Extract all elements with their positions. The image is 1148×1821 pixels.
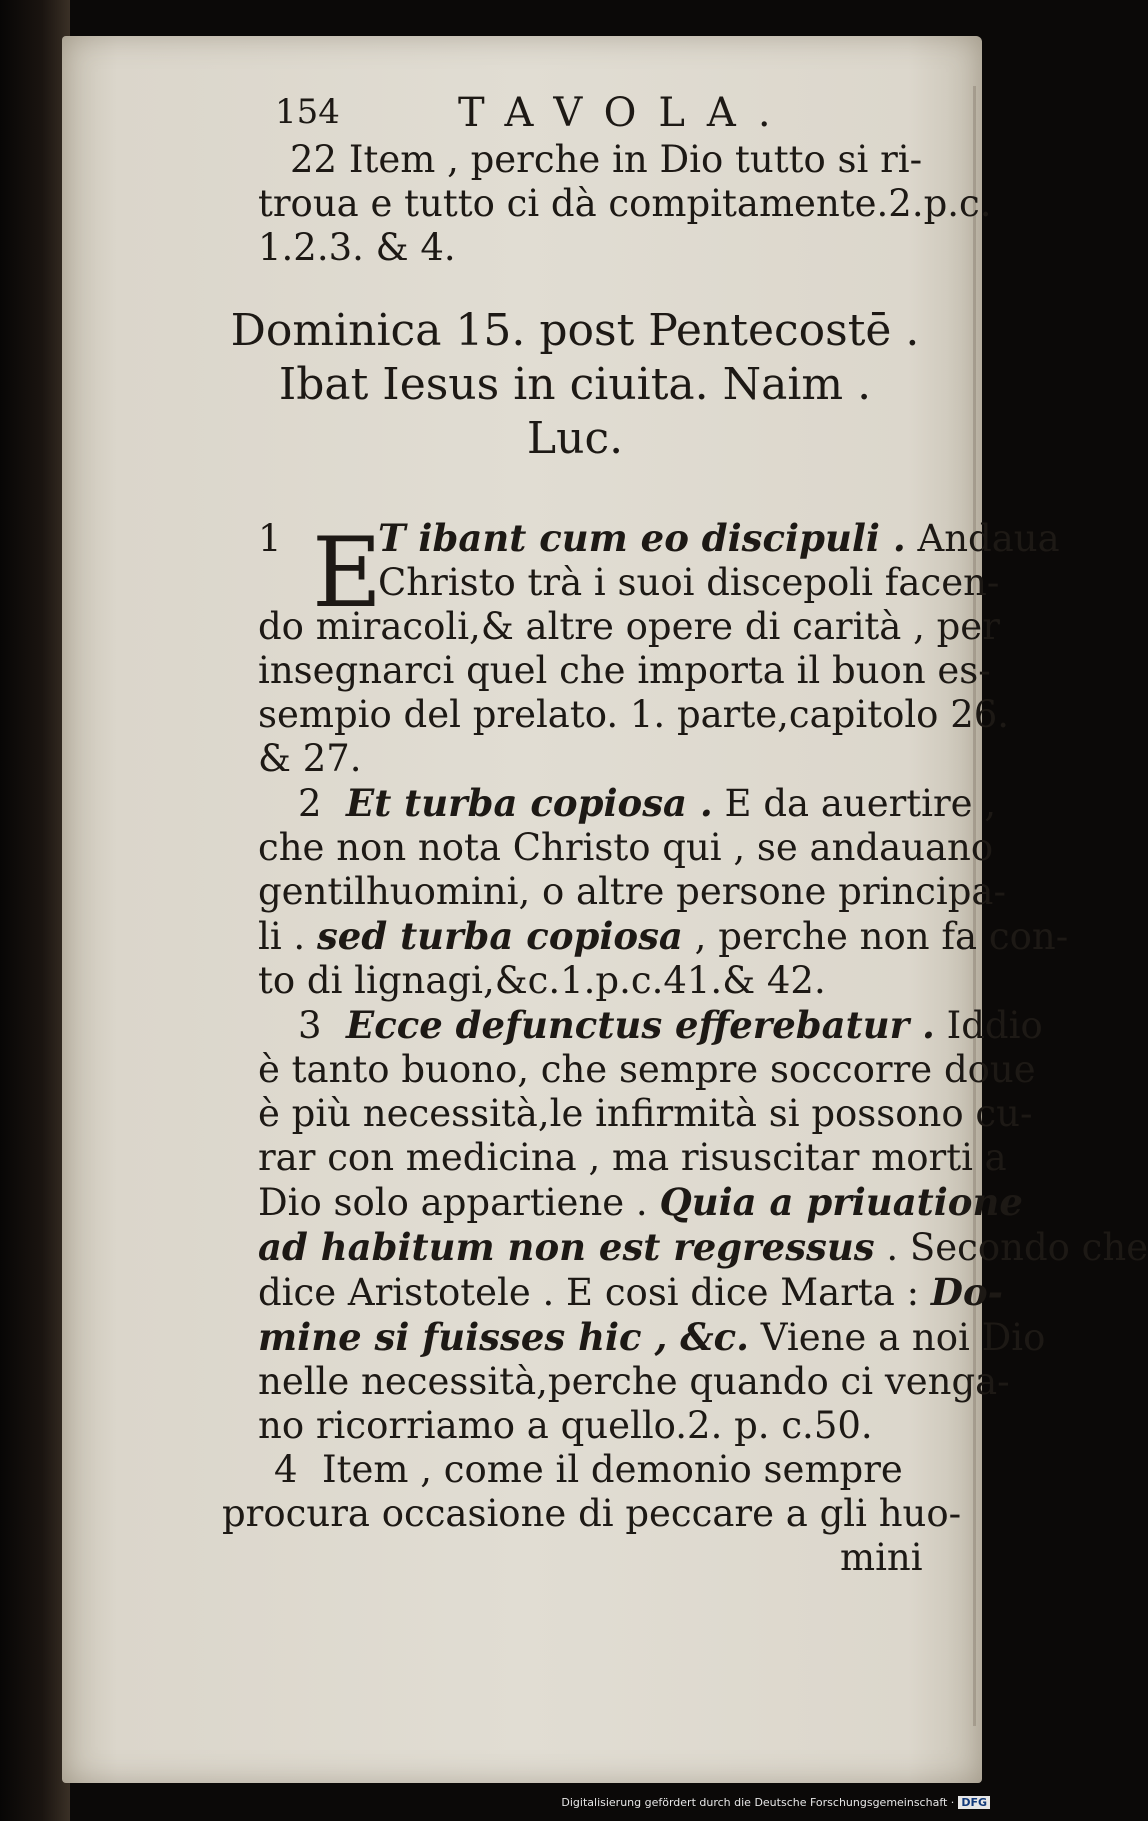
text-line: nelle necessità,perche quando ci venga- bbox=[258, 1360, 1010, 1403]
text-line: insegnarci quel che importa il buon es- bbox=[258, 649, 991, 692]
entry-text: Viene a noi Dio bbox=[749, 1316, 1046, 1359]
intro-paragraph bbox=[170, 138, 992, 270]
entry-text: Item , come il demonio sempre bbox=[322, 1448, 903, 1491]
entry-lemma: Et turba copiosa . bbox=[346, 781, 713, 825]
entry-quote: ad habitum non est regressus bbox=[258, 1225, 875, 1269]
entry-quote: Do- bbox=[930, 1270, 1003, 1314]
entry-lemma: T ibant cum eo discipuli . bbox=[378, 516, 906, 560]
text-line: do miracoli,& altre opere di carità , per bbox=[258, 605, 1000, 648]
page-header bbox=[170, 48, 940, 138]
text-line: troua e tutto ci dà compitamente.2.p.c. bbox=[258, 182, 992, 225]
text-line: Christo trà i suoi discepoli facen- bbox=[378, 561, 1000, 604]
entry-number: 1 bbox=[258, 517, 282, 560]
entry-text: E da auertire , bbox=[712, 782, 997, 825]
entry-2 bbox=[170, 781, 1069, 1003]
text-line: no ricorriamo a quello.2. p. c.50. bbox=[258, 1404, 873, 1447]
entry-text: li . bbox=[258, 915, 317, 958]
catchword: mini bbox=[840, 1536, 923, 1579]
entry-1 bbox=[170, 516, 1060, 781]
section-title-line: Ibat Iesus in ciuita. Naim . bbox=[278, 359, 872, 410]
text-line: & 27. bbox=[258, 737, 362, 780]
entry-lemma: Ecce defunctus efferebatur . bbox=[346, 1003, 935, 1047]
entry-text: . Secondo che bbox=[874, 1226, 1148, 1269]
entry-text: Iddio bbox=[934, 1004, 1043, 1047]
text-line: gentilhuomini, o altre persone principa- bbox=[258, 870, 1006, 913]
entry-number: 4 bbox=[274, 1448, 298, 1491]
entry-number: 2 bbox=[298, 782, 322, 825]
dfg-logo: DFG bbox=[958, 1796, 990, 1809]
text-line: 1.2.3. & 4. bbox=[258, 226, 456, 269]
credit-text: Digitalisierung gefördert durch die Deutsche Forschungsgemeinschaft · bbox=[561, 1796, 955, 1809]
text-line: 22 Item , perche in Dio tutto si ri- bbox=[290, 138, 923, 181]
entry-3 bbox=[170, 1003, 1148, 1448]
entry-quote: Quia a priuatione bbox=[659, 1180, 1023, 1224]
drop-cap: E bbox=[312, 517, 383, 629]
entry-quote: sed turba copiosa bbox=[316, 914, 683, 958]
entry-text: Dio solo appartiene . bbox=[258, 1181, 660, 1224]
text-line: procura occasione di peccare a gli huo- bbox=[222, 1492, 962, 1535]
running-title: TAVOLA. bbox=[458, 90, 793, 136]
text-line: sempio del prelato. 1. parte,capitolo 26. bbox=[258, 693, 1010, 736]
section-title-line: Luc. bbox=[526, 413, 624, 464]
entry-4 bbox=[170, 1448, 962, 1580]
entry-text: Andaua bbox=[905, 517, 1060, 560]
page-content bbox=[170, 48, 1148, 1580]
section-heading bbox=[170, 304, 940, 466]
text-line: è tanto buono, che sempre soccorre doue bbox=[258, 1048, 1036, 1091]
entry-text: dice Aristotele . E cosi dice Marta : bbox=[258, 1271, 931, 1314]
entry-quote: mine si fuisses hic , &c. bbox=[258, 1315, 750, 1359]
text-line: to di lignagi,&c.1.p.c.41.& 42. bbox=[258, 959, 826, 1002]
text-line: è più necessità,le infirmità si possono cu- bbox=[258, 1092, 1033, 1135]
book-spine bbox=[0, 0, 70, 1821]
page-number: 154 bbox=[275, 92, 340, 132]
entry-number: 3 bbox=[298, 1004, 322, 1047]
text-line: che non nota Christo qui , se andauano bbox=[258, 826, 994, 869]
digitization-credit bbox=[561, 1796, 990, 1809]
text-line: rar con medicina , ma risuscitar morti a bbox=[258, 1136, 1007, 1179]
section-title-line: Dominica 15. post Pentecostē . bbox=[230, 305, 920, 356]
entry-text: , perche non fa con- bbox=[682, 915, 1069, 958]
